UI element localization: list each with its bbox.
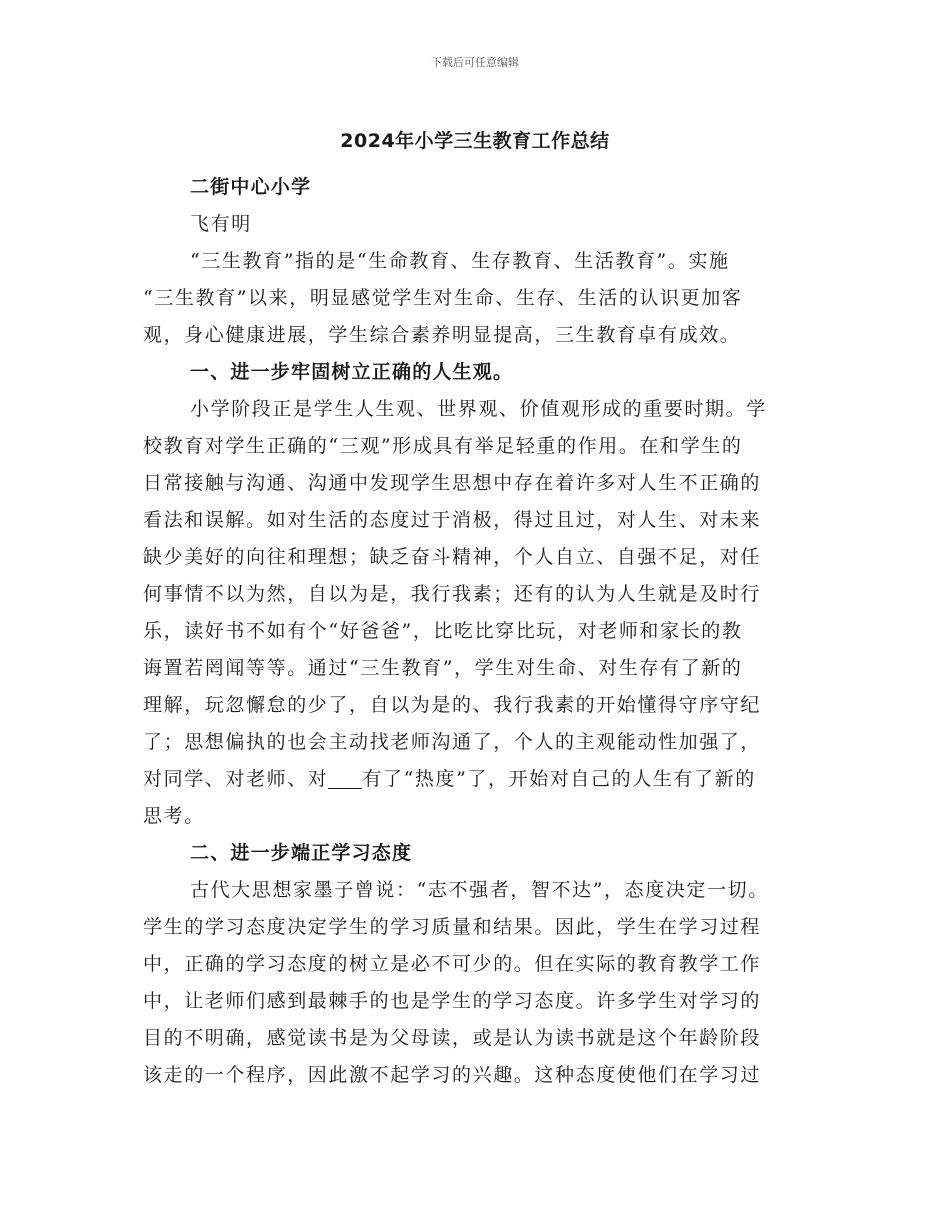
section-1-line: 何事情不以为然，自以为是，我行我素；还有的认为人生就是及时行 <box>143 583 762 605</box>
section-1-line: 缺少美好的向往和理想；缺乏奋斗精神，个人自立、自强不足，对任 <box>143 546 762 568</box>
section-2-line: 目的不明确，感觉读书是为父母读，或是认为读书就是这个年龄阶段 <box>143 1027 762 1049</box>
section-2-heading: 二、进一步端正学习态度 <box>190 842 413 864</box>
author-name: 飞有明 <box>190 213 252 235</box>
section-2-line: 古代大思想家墨子曾说：“志不强者，智不达”，态度决定一切。 <box>190 879 769 901</box>
intro-line: “三生教育”指的是“生命教育、生存教育、生活教育”。实施 <box>190 250 730 272</box>
section-2-line: 中，让老师们感到最棘手的也是学生的学习态度。许多学生对学习的 <box>143 990 762 1012</box>
intro-line: 观，身心健康进展，学生综合素养明显提高，三生教育卓有成效。 <box>143 324 741 346</box>
intro-line: “三生教育”以来，明显感觉学生对生命、生存、生活的认识更加客 <box>143 287 743 309</box>
section-1-line: 小学阶段正是学生人生观、世界观、价值观形成的重要时期。学 <box>190 398 767 420</box>
page-header-note: 下载后可任意编辑 <box>431 56 519 69</box>
section-2-line: 该走的一个程序，因此激不起学习的兴趣。这种态度使他们在学习过 <box>143 1064 762 1086</box>
section-2-line: 中，正确的学习态度的树立是必不可少的。但在实际的教育教学工作 <box>143 953 762 975</box>
section-1-line: 了；思想偏执的也会主动找老师沟通了，个人的主观能动性加强了， <box>143 731 762 753</box>
section-1-line: 校教育对学生正确的“三观”形成具有举足轻重的作用。在和学生的 <box>143 435 743 457</box>
section-1-line-part: 对同学、对老师、对 <box>143 768 329 790</box>
document-title: 2024年小学三生教育工作总结 <box>340 130 610 152</box>
section-1-line: 思考。 <box>143 805 205 827</box>
section-1-line: 乐，读好书不如有个“好爸爸”，比吃比穿比玩，对老师和家长的教 <box>143 620 743 642</box>
section-2-line: 学生的学习态度决定学生的学习质量和结果。因此，学生在学习过程 <box>143 916 762 938</box>
section-1-line: 日常接触与沟通、沟通中发现学生思想中存在着许多对人生不正确的 <box>143 472 762 494</box>
section-1-line: 诲置若罔闻等等。通过“三生教育”，学生对生命、对生存有了新的 <box>143 657 743 679</box>
section-1-heading: 一、进一步牢固树立正确的人生观。 <box>190 361 514 383</box>
section-1-line: 看法和误解。如对生活的态度过于消极，得过且过，对人生、对未来 <box>143 509 762 531</box>
section-1-line: 理解，玩忽懈怠的少了，自以为是的、我行我素的开始懂得守序守纪 <box>143 694 762 716</box>
school-name: 二街中心小学 <box>190 176 312 198</box>
section-1-line <box>143 761 823 798</box>
fill-in-blank <box>328 766 362 789</box>
document-body <box>143 169 823 1094</box>
section-1-line-part: 有了“热度”了，开始对自己的人生有了新的 <box>362 768 756 790</box>
